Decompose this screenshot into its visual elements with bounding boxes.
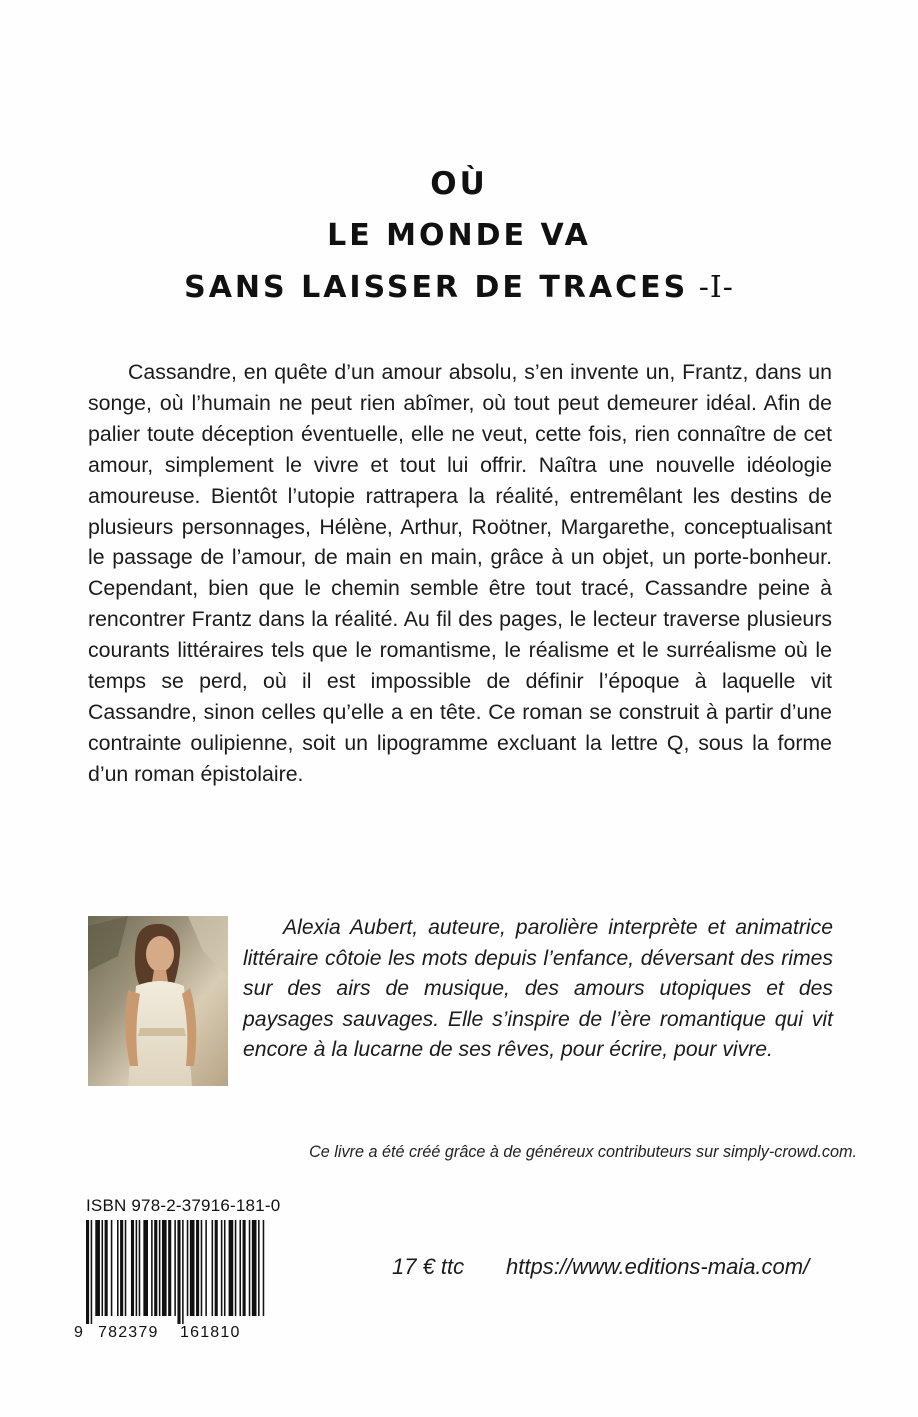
barcode-bar bbox=[229, 1220, 234, 1316]
barcode-bar bbox=[162, 1220, 167, 1316]
barcode-right-digits: 161810 bbox=[180, 1324, 241, 1341]
barcode-bars bbox=[86, 1220, 264, 1324]
barcode-left-digits: 782379 bbox=[98, 1324, 159, 1341]
isbn-label: ISBN 978-2-37916-181-0 bbox=[86, 1196, 281, 1215]
barcode-bar bbox=[102, 1220, 104, 1316]
barcode-bar bbox=[86, 1220, 89, 1324]
title-line-3 bbox=[0, 262, 918, 314]
barcode-bar bbox=[139, 1220, 141, 1316]
barcode-bar bbox=[143, 1220, 148, 1316]
barcode-bar bbox=[224, 1220, 226, 1316]
price: 17 € ttc bbox=[392, 1254, 465, 1279]
barcode-bar bbox=[177, 1220, 180, 1324]
author-bio-text: Alexia Aubert, auteure, parolière interprète et animatrice littéraire côtoie les mots depuis l’enfance, déversant des rimes sur des airs de musique, des amours utopiques et des paysages sauvages. Elle s’inspire de l’ère romantique qui vit encore à la lucarne de ses rêves, pour écrire, pour vivre. bbox=[243, 916, 833, 1061]
synopsis-text: Cassandre, en quête d’un amour absolu, s’en invente un, Frantz, dans un songe, où l’humain ne peut rien abîmer, où tout peut demeurer idéal. Afin de palier toute déception éventuelle, elle ne veut, cette fois, rien connaître de cet amour, simplement le vivre et tout lui offrir. Naîtra une nouvelle idéologie amoureuse. Bientôt l’utopie rattrapera la réalité, entremêlant les destins de plusieurs personnages, Hélène, Arthur, Roötner, Margarethe, conceptualisant le passage de l’amour, de main en main, grâce à un objet, un porte-bonheur. Cependant, bien que le chemin semble être tout tracé, Cassandre peine à rencontrer Frantz dans la réalité. Au fil des pages, le lecteur traverse plusieurs courants littéraires tels que le romantisme, le réalisme et le surréalisme où le temps se perd, où il est impossible de définir l’époque à laquelle vit Cassandre, sinon celles qu’elle a en tête. Ce roman se construit à partir d’une contrainte oulipienne, soit un lipogramme excluant la lettre Q, sous la forme d’un roman épistolaire. bbox=[88, 360, 832, 786]
author-photo-illustration bbox=[88, 916, 228, 1086]
barcode-bar bbox=[205, 1220, 207, 1316]
book-title bbox=[0, 158, 918, 314]
barcode-bar bbox=[212, 1220, 214, 1316]
barcode-bar bbox=[136, 1220, 138, 1316]
barcode-bar bbox=[182, 1220, 184, 1324]
barcode-bar bbox=[190, 1220, 195, 1316]
barcode-bar bbox=[120, 1220, 123, 1316]
barcode-bar bbox=[249, 1220, 251, 1316]
barcode-first-digit: 9 bbox=[74, 1324, 83, 1341]
barcode-bar bbox=[252, 1220, 257, 1316]
barcode-bar bbox=[215, 1220, 218, 1316]
barcode-bar bbox=[243, 1220, 246, 1316]
author-photo bbox=[88, 916, 228, 1086]
isbn-barcode bbox=[70, 1216, 270, 1342]
publisher-website[interactable]: https://www.editions-maia.com/ bbox=[506, 1254, 810, 1279]
barcode-bar bbox=[263, 1220, 265, 1316]
barcode-bar bbox=[159, 1220, 161, 1316]
barcode-bar bbox=[111, 1220, 113, 1316]
barcode-bar bbox=[258, 1220, 260, 1316]
barcode-bar bbox=[105, 1220, 108, 1316]
barcode-bar bbox=[95, 1220, 100, 1316]
barcode-bar bbox=[221, 1220, 223, 1316]
barcode-bar bbox=[174, 1220, 176, 1316]
barcode-bar bbox=[117, 1220, 119, 1316]
title-line-3-text: SANS LAISSER DE TRACES bbox=[184, 270, 689, 305]
barcode-bar bbox=[125, 1220, 127, 1316]
barcode-bar bbox=[201, 1220, 203, 1316]
barcode-bar bbox=[131, 1220, 134, 1316]
title-line-2: LE MONDE VA bbox=[327, 218, 591, 253]
crowdfunding-credit: Ce livre a été créé grâce à de généreux contributeurs sur simply-crowd.com. bbox=[309, 1143, 857, 1161]
barcode-bar bbox=[239, 1220, 241, 1316]
barcode-bar bbox=[235, 1220, 237, 1316]
volume-number: -I- bbox=[688, 270, 734, 305]
barcode-bar bbox=[168, 1220, 171, 1316]
barcode-bar bbox=[187, 1220, 189, 1316]
barcode-bar bbox=[154, 1220, 157, 1316]
synopsis bbox=[88, 357, 832, 790]
title-line-1: OÙ bbox=[430, 166, 488, 202]
barcode-bar bbox=[91, 1220, 93, 1324]
author-bio bbox=[243, 913, 833, 1066]
barcode-bar bbox=[151, 1220, 153, 1316]
barcode-bar bbox=[196, 1220, 199, 1316]
